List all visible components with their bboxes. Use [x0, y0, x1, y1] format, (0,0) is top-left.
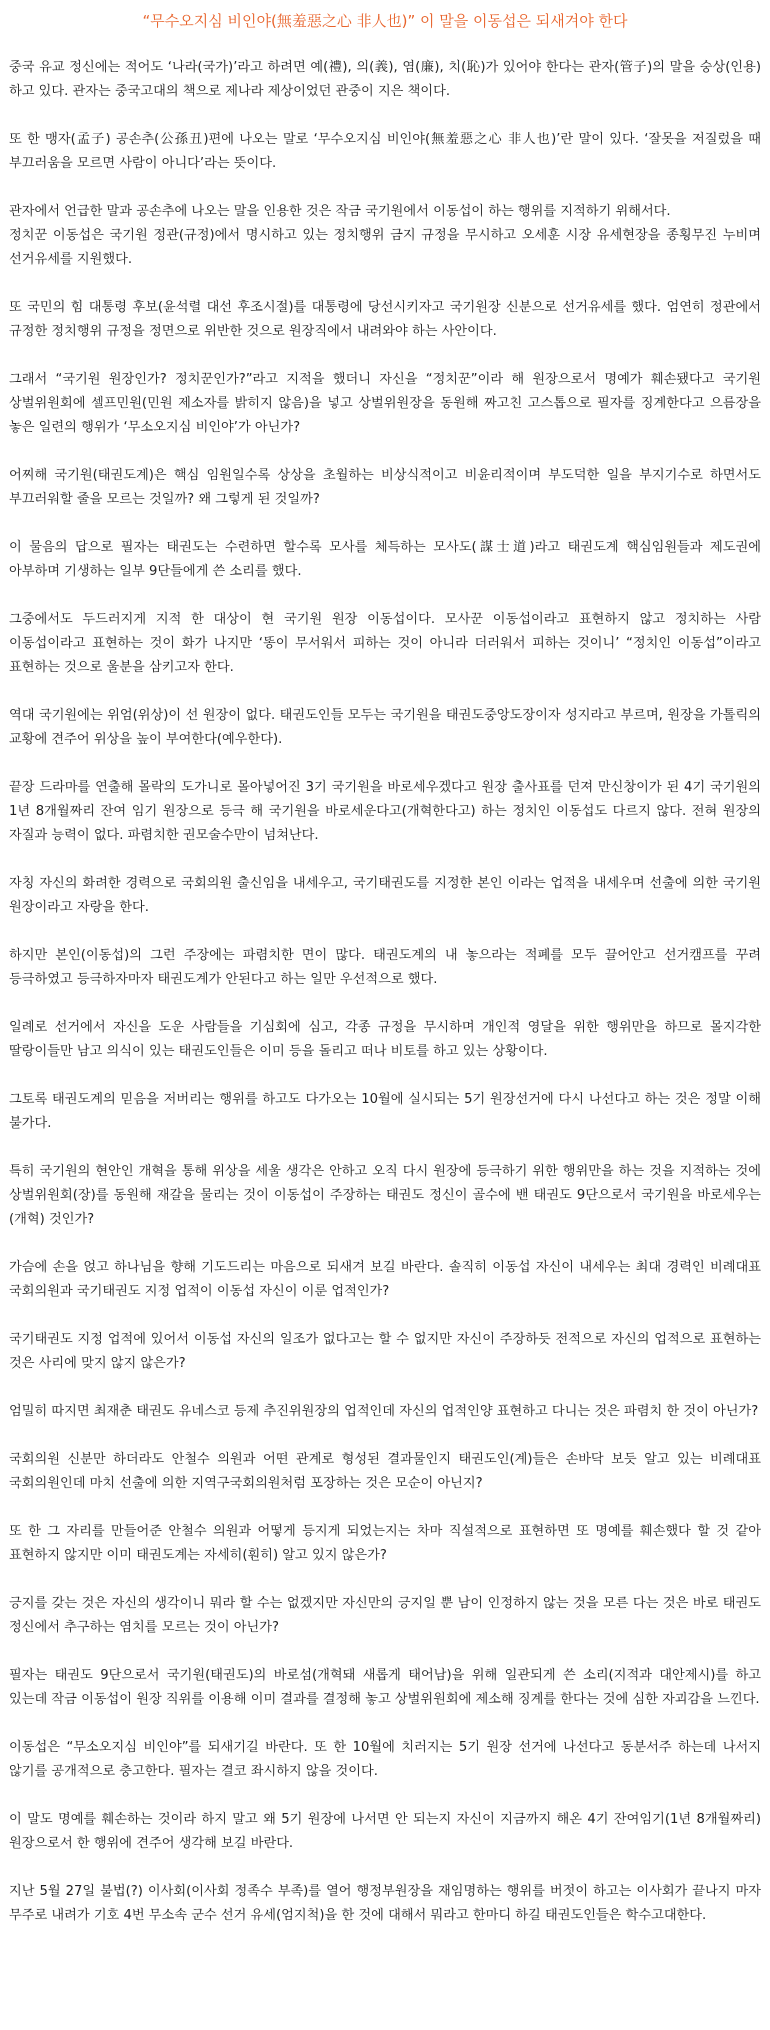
- article-title: “무수오지심 비인야(無羞惡之心 非人也)” 이 말을 이동섭은 되새겨야 한다: [142, 12, 628, 30]
- paragraph-14: 일례로 선거에서 자신을 도운 사람들을 기심회에 심고, 각종 규정을 무시하며 개인적 영달을 위한 행위만을 하므로 몰지각한 딸랑이들만 남고 의식이 있는 태권도인들은 이미 등을 돌리고 떠나 비토를 하고 있는 상황이다.: [9, 1020, 761, 1059]
- paragraph-16: 특히 국기원의 현안인 개혁을 통해 위상을 세울 생각은 안하고 오직 다시 원장에 등극하기 위한 행위만을 하는 것을 지적하는 것에 상벌위원회(장)를 동원해 재갈을 물리는 것이 이동섭이 주장하는 태권도 정신이 골수에 밴 태권도 9단으로서 국기원을 바로세우는(개혁) 것인가?: [9, 1164, 761, 1227]
- paragraph-12: 자칭 자신의 화려한 경력으로 국회의원 출신임을 내세우고, 국기태권도를 지정한 본인 이라는 업적을 내세우며 선출에 의한 국기원 원장이라고 자랑을 한다.: [9, 876, 761, 915]
- paragraph-24: 이동섭은 “무소오지심 비인야”를 되새기길 바란다. 또 한 10월에 치러지는 5기 원장 선거에 나선다고 동분서주 하는데 나서지 않기를 공개적으로 충고한다. 필자는 결코 좌시하지 않을 것이다.: [9, 1740, 761, 1779]
- paragraph-15: 그토록 태권도계의 믿음을 저버리는 행위를 하고도 다가오는 10월에 실시되는 5기 원장선거에 다시 나선다고 하는 것은 정말 이해 불가다.: [9, 1092, 761, 1131]
- paragraph-4: 정치꾼 이동섭은 국기원 정관(규정)에서 명시하고 있는 정치행위 금지 규정을 무시하고 오세훈 시장 유세현장을 종횡무진 누비며 선거유세를 지원했다.: [9, 228, 761, 267]
- paragraph-8: 이 물음의 답으로 필자는 태권도는 수련하면 할수록 모사를 체득하는 모사도(謀士道)라고 태권도계 핵심임원들과 제도권에 아부하며 기생하는 일부 9단들에게 쓴 소리를 했다.: [9, 540, 761, 579]
- paragraph-5: 또 국민의 힘 대통령 후보(윤석렬 대선 후조시절)를 대통령에 당선시키자고 국기원장 신분으로 선거유세를 했다. 엄연히 정관에서 규정한 정치행위 규정을 정면으로 위반한 것으로 원장직에서 내려와야 하는 사안이다.: [9, 300, 761, 339]
- paragraph-1: 중국 유교 정신에는 적어도 ‘나라(국가)’라고 하려면 예(禮), 의(義), 염(廉), 치(恥)가 있어야 한다는 관자(管子)의 말을 숭상(인용)하고 있다. 관자는 중국고대의 책으로 제나라 제상이었던 관중이 지은 책이다.: [9, 60, 761, 99]
- paragraph-20: 국회의원 신분만 하더라도 안철수 의원과 어떤 관계로 형성된 결과물인지 태권도인(계)들은 손바닥 보듯 알고 있는 비례대표 국회의원인데 마치 선출에 의한 지역구국회의원처럼 포장하는 것은 모순이 아닌지?: [9, 1452, 761, 1491]
- paragraph-22: 긍지를 갖는 것은 자신의 생각이니 뭐라 할 수는 없겠지만 자신만의 긍지일 뿐 남이 인정하지 않는 것을 모른 다는 것은 바로 태권도 정신에서 추구하는 염치를 모르는 것이 아닌가?: [9, 1596, 761, 1635]
- paragraph-9: 그중에서도 두드러지게 지적 한 대상이 현 국기원 원장 이동섭이다. 모사꾼 이동섭이라고 표현하지 않고 정치하는 사람 이동섭이라고 표현하는 것이 화가 나지만 ‘똥이 무서워서 피하는 것이 아니라 더러워서 피하는 것이니’ “정치인 이동섭”이라고 표현하는 것으로 울분을 삼키고자 한다.: [9, 612, 761, 675]
- paragraph-3: 관자에서 언급한 말과 공손추에 나오는 말을 인용한 것은 작금 국기원에서 이동섭이 하는 행위를 지적하기 위해서다.: [9, 204, 671, 219]
- paragraph-7: 어찌해 국기원(태권도계)은 핵심 임원일수록 상상을 초월하는 비상식적이고 비윤리적이며 부도덕한 일을 부지기수로 하면서도 부끄러워할 줄을 모르는 것일까? 왜 그렇게 된 것일까?: [9, 468, 761, 507]
- paragraph-25: 이 말도 명예를 훼손하는 것이라 하지 말고 왜 5기 원장에 나서면 안 되는지 자신이 지금까지 해온 4기 잔여임기(1년 8개월짜리) 원장으로서 한 행위에 견주어 생각해 보길 바란다.: [9, 1812, 761, 1851]
- paragraph-26: 지난 5월 27일 불법(?) 이사회(이사회 정족수 부족)를 열어 행정부원장을 재임명하는 행위를 버젓이 하고는 이사회가 끝나지 마자 무주로 내려가 기호 4번 무소속 군수 선거 유세(엄지척)을 한 것에 대해서 뭐라고 한마디 하길 태권도인들은 학수고대한다.: [9, 1884, 761, 1923]
- paragraph-11: 끝장 드라마를 연출해 몰락의 도가니로 몰아넣어진 3기 국기원을 바로세우겠다고 원장 출사표를 던져 만신창이가 된 4기 국기원의 1년 8개월짜리 잔여 임기 원장으로 등극 해 국기원을 바로세운다고(개혁한다고) 하는 정치인 이동섭도 다르지 않다. 전혀 원장의 자질과 능력이 없다. 파렴치한 권모술수만이 넘쳐난다.: [9, 780, 761, 843]
- paragraph-10: 역대 국기원에는 위엄(위상)이 선 원장이 없다. 태권도인들 모두는 국기원을 태권도중앙도장이자 성지라고 부르며, 원장을 가톨릭의 교황에 견주어 위상을 높이 부여한다(예우한다).: [9, 708, 761, 747]
- paragraph-18: 국기태권도 지정 업적에 있어서 이동섭 자신의 일조가 없다고는 할 수 없지만 자신이 주장하듯 전적으로 자신의 업적으로 표현하는 것은 사리에 맞지 않지 않은가?: [9, 1332, 761, 1371]
- article-body: [9, 56, 761, 1928]
- paragraph-17: 가슴에 손을 얹고 하나님을 향해 기도드리는 마음으로 되새겨 보길 바란다. 솔직히 이동섭 자신이 내세우는 최대 경력인 비례대표 국회의원과 국기태권도 지정 업적이 이동섭 자신이 이룬 업적인가?: [9, 1260, 761, 1299]
- paragraph-13: 하지만 본인(이동섭)의 그런 주장에는 파렴치한 면이 많다. 태권도계의 내 놓으라는 적폐를 모두 끌어안고 선거캠프를 꾸려 등극하였고 등극하자마자 태권도계가 안된다고 하는 일만 우선적으로 했다.: [9, 948, 761, 987]
- paragraph-21: 또 한 그 자리를 만들어준 안철수 의원과 어떻게 등지게 되었는지는 차마 직설적으로 표현하면 또 명예를 훼손했다 할 것 같아 표현하지 않지만 이미 태권도계는 자세히(훤히) 알고 있지 않은가?: [9, 1524, 761, 1563]
- paragraph-2: 또 한 맹자(孟子) 공손추(公孫丑)편에 나오는 말로 ‘무수오지심 비인야(無羞惡之心 非人也)’란 말이 있다. ‘잘못을 저질렀을 때 부끄러움을 모르면 사람이 아니다’라는 뜻이다.: [9, 132, 761, 171]
- paragraph-23: 필자는 태권도 9단으로서 국기원(태권도)의 바로섬(개혁돼 새롭게 태어남)을 위해 일관되게 쓴 소리(지적과 대안제시)를 하고 있는데 작금 이동섭이 원장 직위를 이용해 이미 결과를 결정해 놓고 상벌위원회에 제소해 징계를 한다는 것에 심한 자괴감을 느낀다.: [9, 1668, 761, 1707]
- paragraph-19: 엄밀히 따지면 최재춘 태권도 유네스코 등제 추진위원장의 업적인데 자신의 업적인양 표현하고 다니는 것은 파렴치 한 것이 아닌가?: [9, 1404, 759, 1419]
- paragraph-6: 그래서 “국기원 원장인가? 정치꾼인가?”라고 지적을 했더니 자신을 “정치꾼”이라 해 원장으로서 명예가 훼손됐다고 국기원 상벌위원회에 셀프민원(민원 제소자를 밝히지 않음)을 넣고 상벌위원장을 동원해 짜고친 고스톱으로 필자를 징계한다고 으름장을 놓은 일련의 행위가 ‘무소오지심 비인야’가 아닌가?: [9, 372, 761, 435]
